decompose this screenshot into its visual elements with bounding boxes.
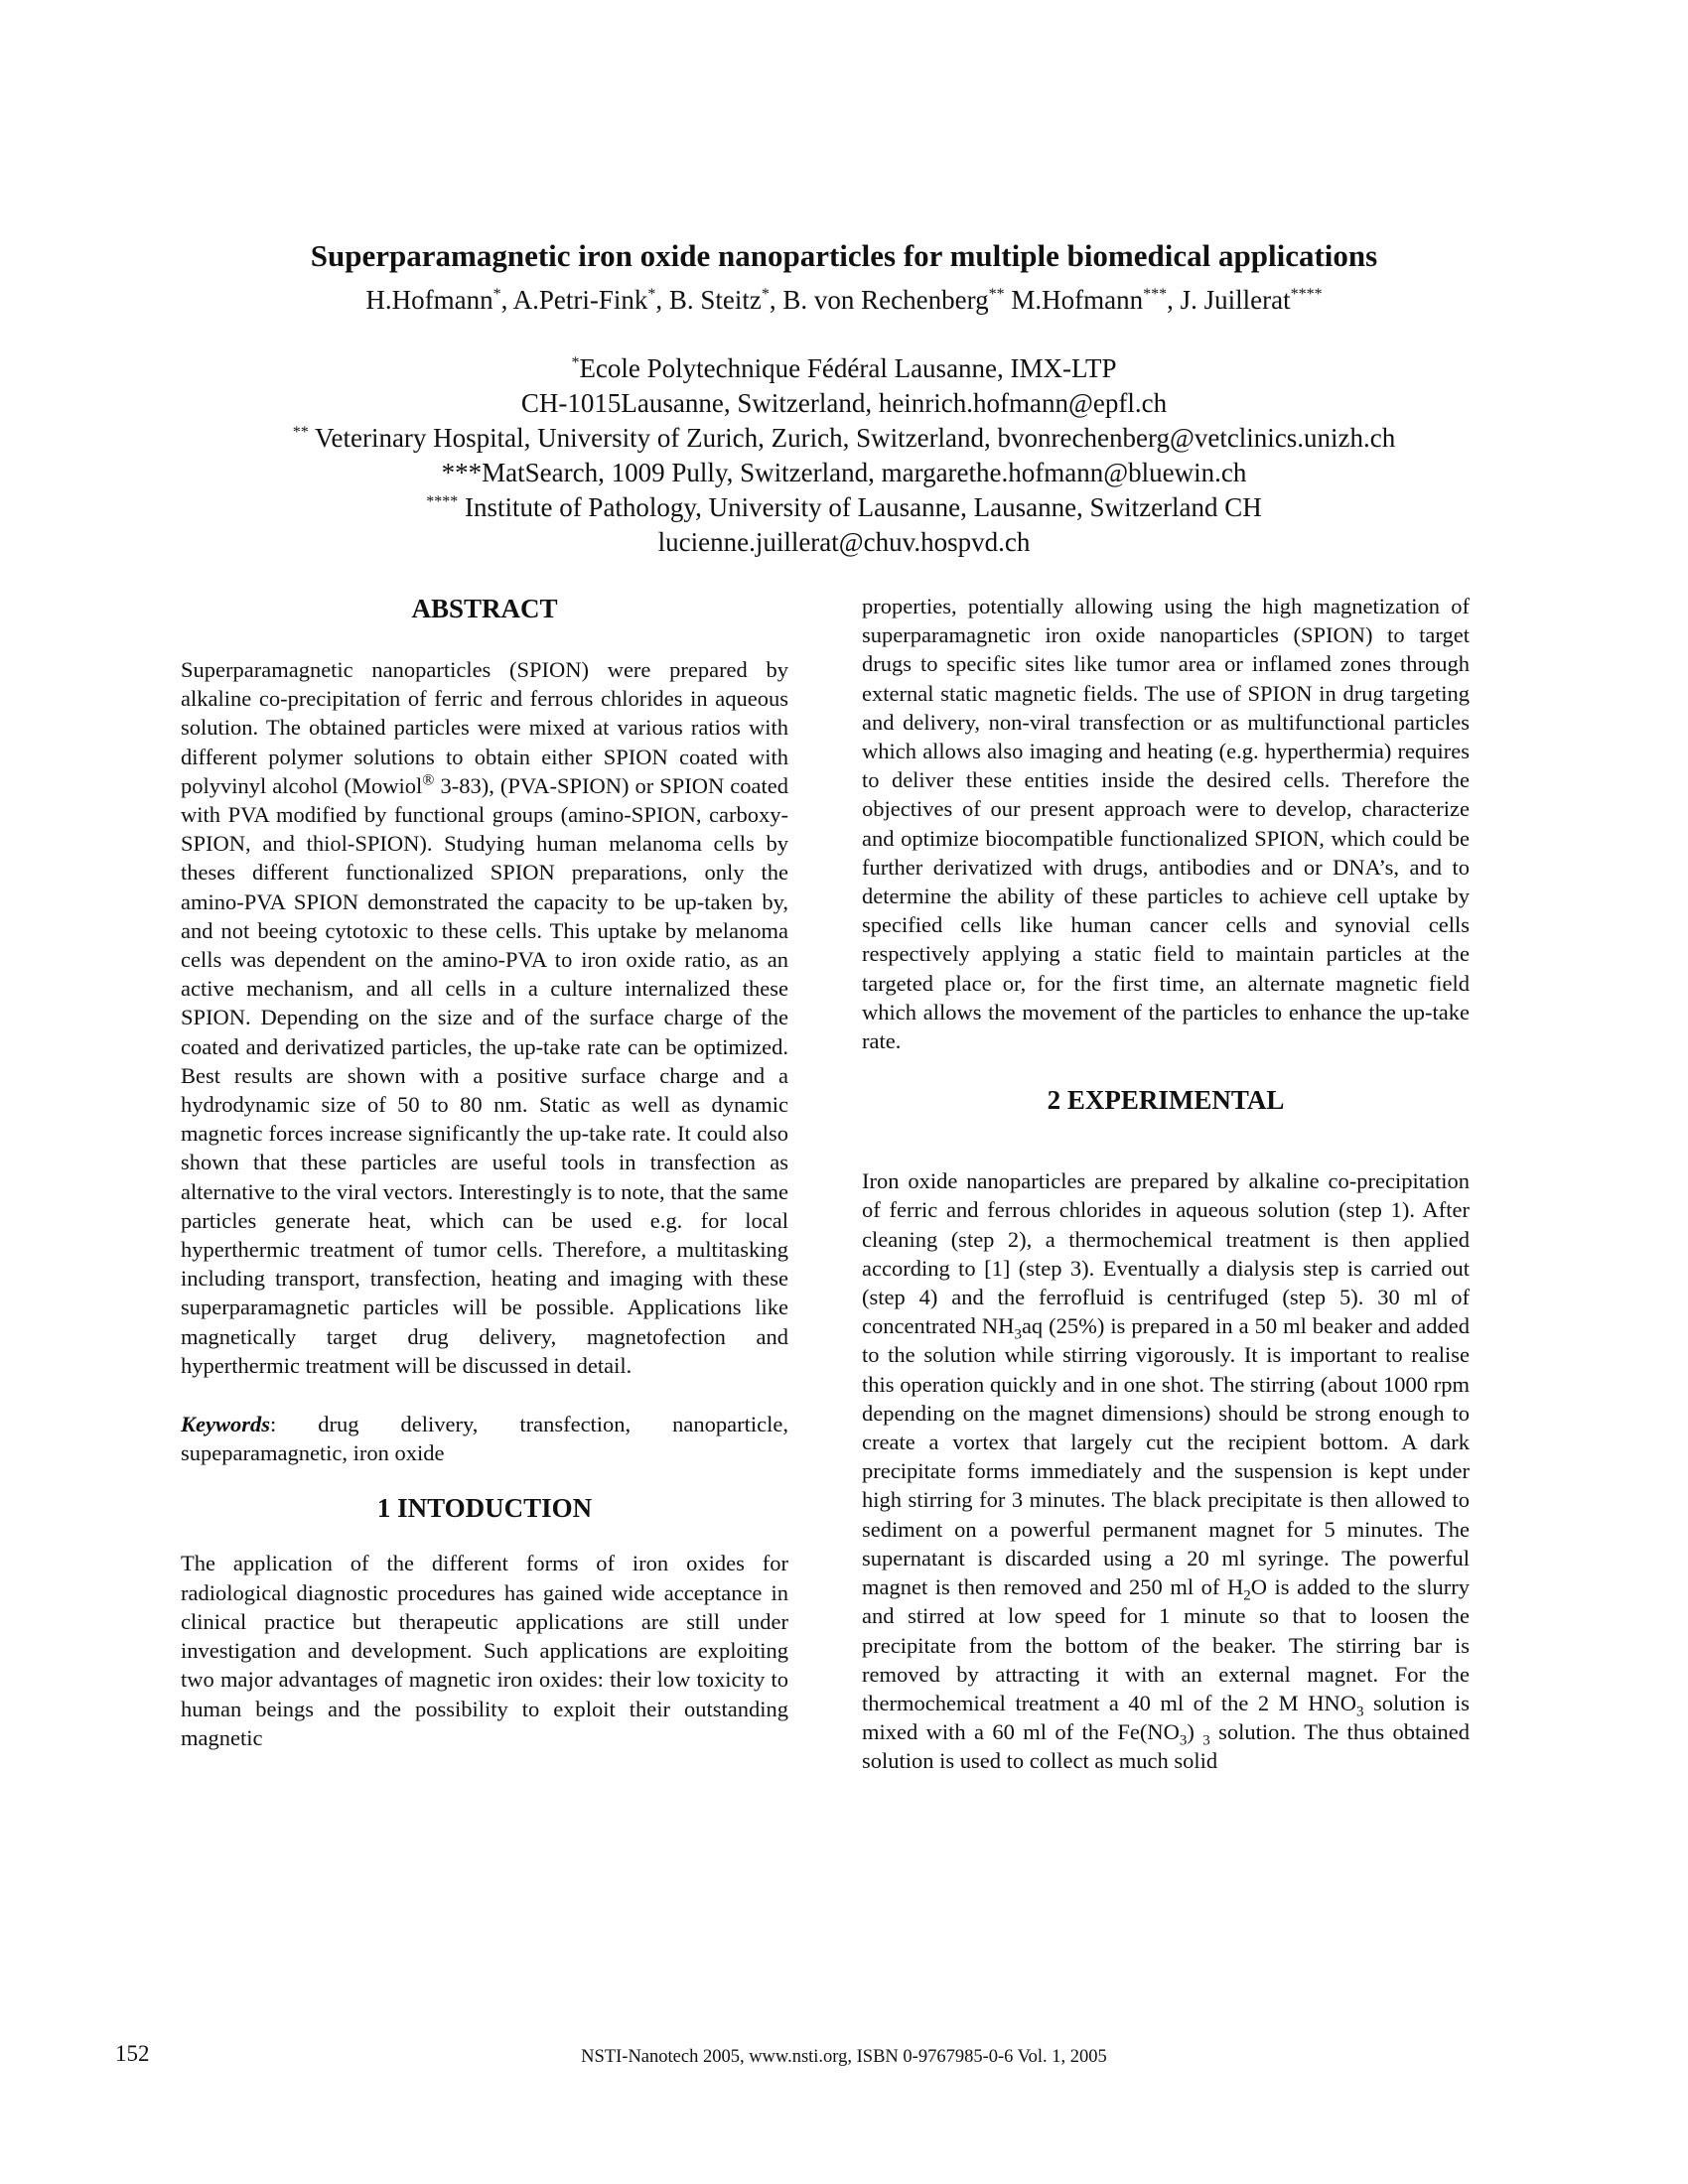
author-name: , A.Petri-Fink — [500, 285, 648, 315]
author-name: , B. Steitz — [655, 285, 762, 315]
experimental-part: ) — [1187, 1719, 1203, 1745]
affiliations — [0, 351, 1688, 560]
affiliation-line: ***MatSearch, 1009 Pully, Switzerland, margarethe.hofmann@bluewin.ch — [441, 458, 1247, 487]
experimental-part: aq (25%) is prepared in a 50 ml beaker and added to the solution while stirring vigorously. It is important to realise this operation quickly and in one shot. The stirring (about 1000 rpm depending on the magnet dimensions) should be strong enough to create a vortex that largely cut the recipient bottom. A dark precipitate forms immediately and the suspension is kept under high stirring for 3 minutes. The black precipitate is then allowed to sediment on a powerful permanent magnet for 5 minutes. The supernatant is discarded using a 20 ml syringe. The powerful magnet is then removed and 250 ml of H — [862, 1313, 1470, 1600]
affiliation-text: Institute of Pathology, University of Lausanne, Lausanne, Switzerland CH — [458, 492, 1262, 522]
author-mark: * — [647, 286, 656, 303]
intro-continued-text: properties, potentially allowing using the high magnetization of superparamagnetic iron oxide nanoparticles (SPION) to target drugs to specific sites like tumor area or inflamed zones through external static magnetic fields. The use of SPION in drug targeting and delivery, non-viral transfection or as multifunctional particles which allows also imaging and heating (e.g. hyperthermia) requires to deliver these entities inside the desired cells. Therefore the objectives of our present approach were to develop, characterize and optimize biocompatible functionalized SPION, which could be further derivatized with drugs, antibodies and or DNA’s, and to determine the ability of these particles to achieve cell uptake by specified cells like human cancer cells and synovial cells respectively applying a static field to maintain particles at the targeted place or, for the first time, an alternate magnetic field which allows the movement of the particles to enhance the up-take rate. — [862, 594, 1470, 1054]
affiliation-text: Veterinary Hospital, University of Zurich, Zurich, Switzerland, bvonrechenberg@vetclinics.unizh.ch — [308, 423, 1396, 453]
experimental-part: Iron oxide nanoparticles are prepared by alkaline co-precipitation of ferric and ferrous chlorides in aqueous solution (step 1). After cleaning (step 2), a thermochemical treatment is then applied according to [1] (step 3). Eventually a dialysis step is carried out (step 4) and the ferrofluid is centrifuged (step 5). 30 ml of concentrated NH — [862, 1168, 1470, 1339]
author-mark: * — [761, 286, 770, 303]
author-name: M.Hofmann — [1004, 285, 1144, 315]
affiliation-mark: * — [571, 354, 580, 371]
experimental-part: O is added to the slurry and stirred at low speed for 1 minute so that to loosen the precipitate from the bottom of the beaker. The stirring bar is removed by attracting it with an external magnet. For the thermochemical treatment a 40 ml of the 2 M HNO — [862, 1574, 1470, 1715]
footer-citation: NSTI-Nanotech 2005, www.nsti.org, ISBN 0-9767985-0-6 Vol. 1, 2005 — [581, 2047, 1107, 2067]
author-mark: ** — [988, 286, 1005, 303]
affiliation-mark: ** — [292, 424, 309, 441]
subscript: 3 — [1202, 1732, 1210, 1749]
keywords-label: Keywords — [181, 1412, 270, 1437]
subscript: 3 — [1179, 1732, 1188, 1749]
affiliation-text: Ecole Polytechnique Fédéral Lausanne, IMX-LTP — [579, 353, 1117, 383]
keywords — [181, 1410, 788, 1467]
author-name: H.Hofmann — [365, 285, 493, 315]
affiliation-line: CH-1015Lausanne, Switzerland, heinrich.hofmann@epfl.ch — [520, 388, 1168, 418]
author-name: , B. von Rechenberg — [769, 285, 989, 315]
affiliation-line — [0, 490, 1688, 525]
experimental-heading: 2 EXPERIMENTAL — [1047, 1085, 1285, 1116]
author-mark: * — [492, 286, 501, 303]
author-name: , J. Juillerat — [1167, 285, 1291, 315]
registered-mark: ® — [422, 771, 435, 789]
subscript: 2 — [1243, 1587, 1251, 1604]
author-mark: **** — [1290, 286, 1323, 303]
subscript: 3 — [1014, 1326, 1022, 1343]
subscript: 3 — [1355, 1704, 1364, 1720]
paper-title: Superparamagnetic iron oxide nanoparticles for multiple biomedical applications — [310, 238, 1378, 273]
left-column — [181, 592, 788, 1752]
intro-text: The application of the different forms of iron oxides for radiological diagnostic procedures has gained wide acceptance in clinical practice but therapeutic applications are still under investigation and development. Such applications are exploiting two major advantages of magnetic iron oxides: their low toxicity to human beings and the possibility to exploit their outstanding magnetic — [181, 1551, 788, 1750]
abstract-text — [181, 655, 788, 1380]
affiliation-line — [0, 351, 1688, 386]
affiliation-line: lucienne.juillerat@chuv.hospvd.ch — [657, 527, 1031, 557]
right-column — [862, 592, 1470, 1776]
abstract-part: Superparamagnetic nanoparticles (SPION) were prepared by alkaline co-precipitation of ferric and ferrous chlorides in aqueous solution. The obtained particles were mixed at various ratios with different polymer solutions to obtain either SPION coated with polyvinyl alcohol (Mowiol — [181, 657, 788, 798]
experimental-text — [862, 1166, 1470, 1775]
abstract-part: 3-83), (PVA-SPION) or SPION coated with PVA modified by functional groups (amino-SPION, carboxy-SPION, and thiol-SPION). Studying human melanoma cells by theses different functionalized SPION preparations, only the amino-PVA SPION demonstrated the capacity to be up-taken by, and not beeing cytotoxic to these cells. This uptake by melanoma cells was dependent on the amino-PVA to iron oxide ratio, as an active mechanism, and all cells in a culture internalized these SPION. Depending on the size and of the surface charge of the coated and derivatized particles, the up-take rate can be optimized. Best results are shown with a positive surface charge and a hydrodynamic size of 50 to 80 nm. Static as well as dynamic magnetic forces increase significantly the up-take rate. It could also shown that these particles are useful tools in transfection as alternative to the viral vectors. Interestingly is to note, that the same particles generate heat, which can be used e.g. for local hyperthermic treatment of tumor cells. Therefore, a multitasking including transport, transfection, heating and imaging with these superparamagnetic particles will be possible. Applications like magnetically target drug delivery, magnetofection and hyperthermic treatment will be discussed in detail. — [181, 772, 788, 1378]
page-number: 152 — [115, 2041, 150, 2066]
experimental-part: solution is mixed with a 60 ml of the Fe(NO — [862, 1690, 1470, 1745]
author-mark: *** — [1143, 286, 1168, 303]
affiliation-mark: **** — [426, 493, 459, 510]
intro-heading: 1 INTODUCTION — [376, 1493, 593, 1524]
experimental-part: solution. The thus obtained solution is used to collect as much solid — [862, 1719, 1471, 1774]
keywords-text: : drug delivery, transfection, nanoparticle, supeparamagnetic, iron oxide — [181, 1412, 788, 1466]
abstract-heading: ABSTRACT — [411, 594, 558, 623]
author-list — [0, 282, 1688, 318]
affiliation-line — [0, 421, 1688, 456]
